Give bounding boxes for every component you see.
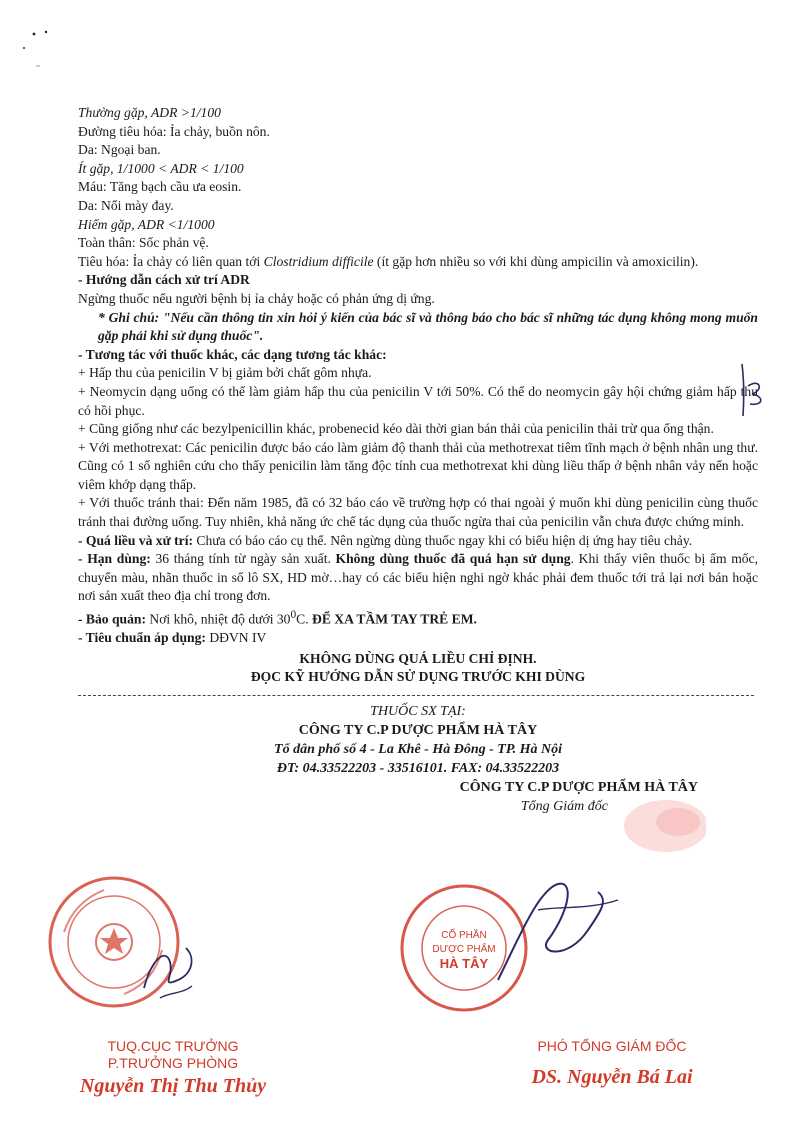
document-body [78,104,758,816]
scan-specks [18,28,58,68]
text-line: Da: Nổi mày đay. [78,197,174,213]
organism-name: Clostridium difficile [263,253,374,269]
signer-title: PHÓ TỔNG GIÁM ĐỐC [537,1038,687,1054]
seal-text: HÀ TÂY [439,956,489,971]
signer-title: P.TRƯỞNG PHÒNG [107,1055,239,1071]
interaction-item: + Hấp thu của penicilin V bị giảm bởi chất gôm nhựa. [78,365,372,381]
text-line: Da: Ngoại ban. [78,142,161,158]
freq-uncommon: Ít gặp, 1/1000 < ADR < 1/100 [78,160,244,176]
company-name: CÔNG TY C.P DƯỢC PHẨM HÀ TÂY [298,722,538,738]
made-at-label: THUỐC SX TẠI: [370,703,466,719]
signer-name: Nguyễn Thị Thu Thủy [79,1075,267,1097]
note-paragraph: * Ghi chú: "Nếu cần thông tin xin hỏi ý kiến của bác sĩ và thông báo cho bác sĩ những tác dụng không mong muốn gặp phải khi sử dụng thuốc". [98,309,758,344]
dashed-separator [78,695,754,696]
signer-name: DS. Nguyễn Bá Lai [531,1066,693,1088]
warning-line: KHÔNG DÙNG QUÁ LIỀU CHỈ ĐỊNH. [299,650,537,666]
paragraph-overdose: - Quá liều và xử trí: Chưa có báo cáo cụ thể. Nên ngừng dùng thuốc ngay khi có biểu hiện dị ứng hay tiêu chảy. [78,532,693,548]
warning-line: ĐỌC KỸ HƯỚNG DẪN SỬ DỤNG TRƯỚC KHI DÙNG [250,669,586,685]
company-address: Tổ dân phố số 4 - La Khê - Hà Đông - TP. Hà Nội [274,741,562,757]
interaction-item: + Với methotrexat: Các penicilin được báo cáo làm giảm độ thanh thải của methotrexat tiêm tĩnh mạch ở bệnh nhân ung thư. Cũng có 1 số nghiên cứu cho thấy penicilin làm tăng độc tính cua methotrexat khi dùng liều thấp ở bệnh nhân vảy nến hoặc viêm khớp dạng thấp. [78,439,758,492]
handwritten-signature-left [130,928,210,1008]
text-line: Máu: Tăng bạch cầu ưa eosin. [78,179,242,195]
interaction-item: + Neomycin dạng uống có thể làm giảm hấp thu của penicilin V tới 50%. Có thể do neomycin gây hội chứng giảm hấp thu có hồi phục. [78,383,758,418]
freq-rare: Hiếm gặp, ADR <1/1000 [78,216,215,232]
section-heading-adr: - Hướng dẫn cách xử trí ADR [78,272,250,288]
margin-initial-mark [734,360,774,420]
paragraph-expiry: - Hạn dùng: 36 tháng tính từ ngày sản xuất. Không dùng thuốc đã quá hạn sử dụng. Khi thấy viên thuốc bị ẩm mốc, chuyển màu, nhãn thuốc in số lô SX, HD mờ…hay có các biểu hiện nghi ngờ khác phải đem thuốc tới trả lại nơi bán hoặc nơi sản xuất theo địa chỉ trong đơn. [78,551,758,604]
signature-block-left [58,1038,288,1100]
section-heading-interactions: - Tương tác với thuốc khác, các dạng tương tác khác: [78,346,387,362]
paragraph-digestive: Tiêu hóa: Ỉa chảy có liên quan tới Clostridium difficile (ít gặp hơn nhiều so với khi dùng ampicilin và amoxicilin). [78,253,699,269]
freq-common: Thường gặp, ADR >1/100 [78,105,221,120]
director-title: Tổng Giám đốc [520,798,608,814]
company-phone: ĐT: 04.33522203 - 33516101. FAX: 04.33522203 [276,760,560,776]
text-line: Toàn thân: Sốc phản vệ. [78,235,209,251]
handwritten-signature-right [478,870,638,1000]
interaction-item: + Với thuốc tránh thai: Đến năm 1985, đã có 32 báo cáo về trường hợp có thai ngoài ý muốn khi dùng penicilin cùng thuốc tránh thai đường uống. Tuy nhiên, khả năng ức chế tác dụng của thuốc ngừa thai của penicilin vẫn chưa được chứng minh. [78,495,758,530]
seal-text: CỔ PHẦN [441,930,487,941]
text-line: Ngừng thuốc nếu người bệnh bị ỉa chảy hoặc có phản ứng dị ứng. [78,290,435,306]
signer-title: TUQ.CỤC TRƯỞNG [107,1038,239,1054]
interaction-item: + Cũng giống như các bezylpenicillin khác, probenecid kéo dài thời gian bán thải của penicilin thải trừ qua ống thận. [78,421,714,437]
paragraph-standard: - Tiêu chuẩn áp dụng: DĐVN IV [78,630,267,646]
company-name-signature: CÔNG TY C.P DƯỢC PHẨM HÀ TÂY [459,779,698,795]
signature-block-right [512,1038,712,1091]
text-line: Đường tiêu hóa: Ỉa chảy, buồn nôn. [78,123,270,139]
paragraph-storage: - Bảo quản: Nơi khô, nhiệt độ dưới $30^0C$. ĐỂ XA TẦM TAY TRẺ EM. [78,609,477,627]
seal-text: DƯỢC PHẨM [432,944,496,955]
ink-smudge [606,792,706,862]
